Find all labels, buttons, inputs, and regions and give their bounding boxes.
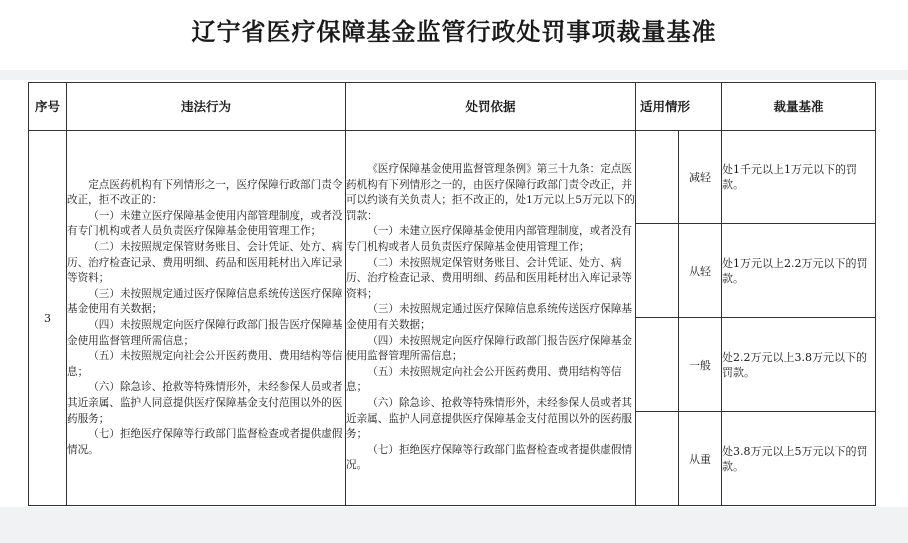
tier-level: 从轻	[679, 224, 722, 318]
tier-level: 减轻	[679, 131, 722, 224]
scenario-blank	[636, 412, 679, 506]
basis-para: 《医疗保障基金使用监督管理条例》第三十九条：定点医药机构有下列情形之一的，由医疗保障行政部门责令改正，并可以约谈有关负责人；拒不改正的，处1万元以上5万元以下的罚款：	[346, 163, 635, 222]
violation-para: （五）未按照规定向社会公开医药费用、费用结构等信息；	[67, 350, 343, 378]
violation-para: （三）未按照规定通过医疗保障信息系统传送医疗保障基金使用有关数据；	[67, 287, 343, 316]
table-row	[29, 131, 876, 224]
basis-para: （六）除急诊、抢救等特殊情形外，未经参保人员或者其近亲属、监护人同意提供医疗保障基金支付范围以外的医药服务；	[346, 396, 633, 441]
violation-para: （六）除急诊、抢救等特殊情形外，未经参保人员或者其近亲属、监护人同意提供医疗保障基金支付范围以外的医药服务；	[67, 381, 343, 425]
violation-para: （七）拒绝医疗保障等行政部门监督检查或者提供虚假情况。	[67, 428, 343, 456]
basis-para: （七）拒绝医疗保障等行政部门监督检查或者提供虚假情况。	[346, 443, 633, 472]
header-scenario: 适用情形	[636, 83, 722, 131]
header-basis: 处罚依据	[346, 83, 636, 131]
document-title: 辽宁省医疗保障基金监管行政处罚事项裁量基准	[191, 18, 717, 46]
top-band	[0, 70, 908, 80]
tier-standard: 处1千元以上1万元以下的罚款。	[722, 131, 876, 224]
tier-standard: 处1万元以上2.2万元以下的罚款。	[722, 224, 876, 318]
header-standard: 裁量基准	[722, 83, 876, 131]
basis-para: （二）未按照规定保管财务账目、会计凭证、处方、病历、治疗检查记录、费用明细、药品和医用耗材出入库记录等资料；	[346, 256, 633, 300]
basis-para: （五）未按照规定向社会公开医药费用、费用结构等信息；	[346, 365, 622, 394]
violation-para: （一）未建立医疗保障基金使用内部管理制度，或者没有专门机构或者人员负责医疗保障基金使用管理工作；	[67, 209, 343, 238]
header-violation: 违法行为	[67, 83, 346, 131]
basis-para: （一）未建立医疗保障基金使用内部管理制度，或者没有专门机构或者人员负责医疗保障基金使用管理工作；	[346, 225, 633, 254]
header-seq: 序号	[29, 83, 67, 131]
row-seq: 3	[29, 131, 67, 506]
bottom-band	[0, 507, 908, 543]
tier-standard: 处2.2万元以上3.8万元以下的罚款。	[722, 318, 876, 412]
violation-cell	[67, 131, 346, 506]
header-row	[29, 83, 876, 131]
basis-cell	[346, 131, 636, 506]
tier-level: 一般	[679, 318, 722, 412]
basis-para: （四）未按照规定向医疗保障行政部门报告医疗保障基金使用监督管理所需信息；	[346, 334, 633, 363]
violation-para: （四）未按照规定向医疗保障行政部门报告医疗保障基金使用监督管理所需信息；	[67, 319, 343, 347]
scenario-blank	[636, 224, 679, 318]
penalty-table	[28, 82, 876, 506]
violation-para: 定点医药机构有下列情形之一，医疗保障行政部门责令改正，拒不改正的：	[67, 178, 343, 207]
violation-para: （二）未按照规定保管财务账目、会计凭证、处方、病历、治疗检查记录、费用明细、药品和医用耗材出入库记录等资料；	[67, 241, 343, 285]
scenario-blank	[636, 131, 679, 224]
tier-standard: 处3.8万元以上5万元以下的罚款。	[722, 412, 876, 506]
tier-level: 从重	[679, 412, 722, 506]
basis-para: （三）未按照规定通过医疗保障信息系统传送医疗保障基金使用有关数据；	[346, 303, 633, 331]
scenario-blank	[636, 318, 679, 412]
